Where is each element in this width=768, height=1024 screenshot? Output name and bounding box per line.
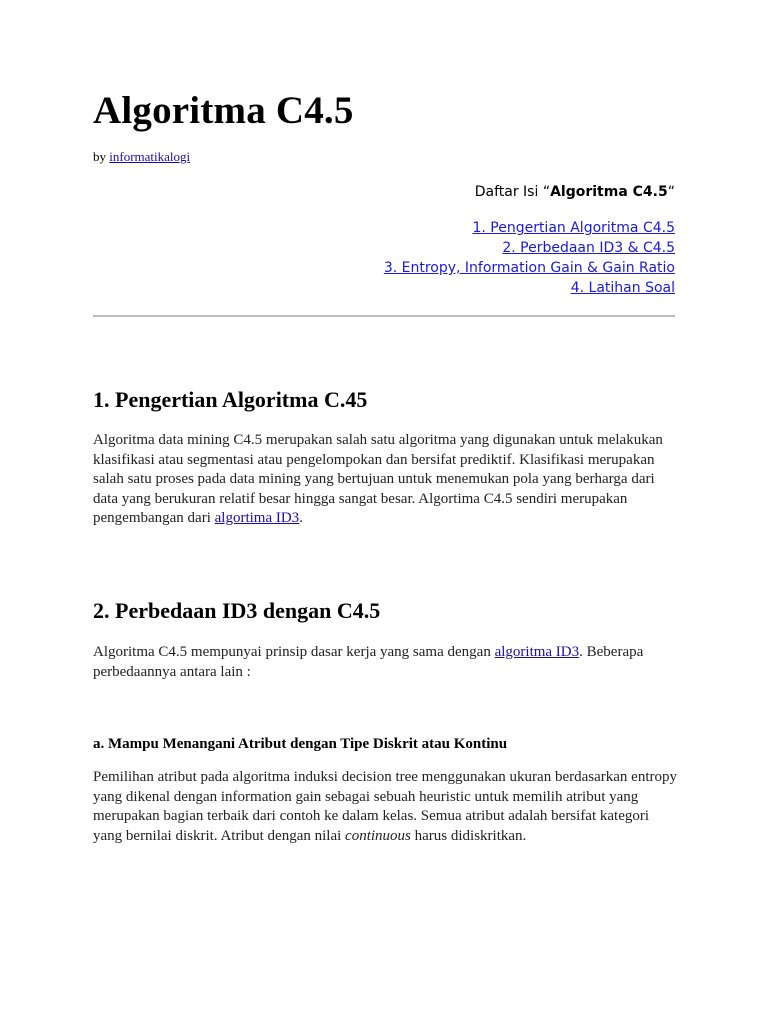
paragraph-text: . Beberapa perbedaannya antara lain : <box>93 644 644 680</box>
paragraph-text: Pemilihan atribut pada algoritma induksi decision tree menggunakan ukuran berdasarkan entropy yang dikenal dengan information gain sebagai sebuah heuristic untuk memilih atribut yang merupakan bagian terbaik dari contoh ke dalam kelas. Semua atribut adalah bersifat kategori yang bernilai diskrit. Atribut dengan nilai <box>93 769 677 844</box>
toc-heading-title: Algoritma C4.5 <box>550 184 668 200</box>
toc-link-entropy[interactable]: 3. Entropy, Information Gain & Gain Ratio <box>383 260 675 276</box>
id3-link[interactable]: algortima ID3 <box>214 510 300 526</box>
paragraph-text: Algoritma data mining C4.5 merupakan salah satu algoritma yang digunakan untuk melakukan klasifikasi atau segmentasi atau pengelompokan dan bersifat prediktif. Klasifikasi merupakan salah satu proses pada data mining yang bertujuan untuk menemukan pola yang berharga dari data yang berukuran relatif besar hingga sangat besar. Algortima C4.5 sendiri merupakan pengembangan dari <box>93 432 663 526</box>
toc-item <box>384 258 675 278</box>
toc-heading-prefix: Daftar Isi “ <box>474 184 551 200</box>
toc-link-latihan-soal[interactable]: 4. Latihan Soal <box>570 280 675 296</box>
section-heading-pengertian: 1. Pengertian Algoritma C.45 <box>93 387 368 412</box>
toc-list <box>384 218 675 298</box>
toc-link-pengertian[interactable]: 1. Pengertian Algoritma C4.5 <box>472 220 675 236</box>
toc-heading <box>384 182 675 202</box>
toc-link-perbedaan[interactable]: 2. Perbedaan ID3 & C4.5 <box>502 240 675 256</box>
section-heading-perbedaan: 2. Perbedaan ID3 dengan C4.5 <box>93 598 381 623</box>
page-title: Algoritma C4.5 <box>93 89 354 132</box>
toc-item <box>384 238 675 258</box>
subsection-paragraph <box>93 768 681 846</box>
author-link[interactable]: informatikalogi <box>109 149 191 164</box>
italic-term: continuous <box>345 827 411 844</box>
section-paragraph-pengertian <box>93 431 681 529</box>
table-of-contents <box>384 182 675 298</box>
id3-link[interactable]: algoritma ID3 <box>494 644 580 660</box>
byline-prefix: by <box>93 149 110 164</box>
section-paragraph-perbedaan <box>93 643 681 682</box>
paragraph-text: Algoritma C4.5 mempunyai prinsip dasar kerja yang sama dengan <box>93 644 495 660</box>
byline <box>93 148 190 166</box>
toc-item <box>384 218 675 238</box>
toc-heading-suffix: “ <box>667 184 675 200</box>
paragraph-end: . <box>299 510 303 526</box>
paragraph-text: harus didiskritkan. <box>410 827 527 844</box>
toc-item <box>384 278 675 298</box>
horizontal-divider <box>93 315 675 317</box>
subsection-heading: a. Mampu Menangani Atribut dengan Tipe Diskrit atau Kontinu <box>93 736 508 752</box>
